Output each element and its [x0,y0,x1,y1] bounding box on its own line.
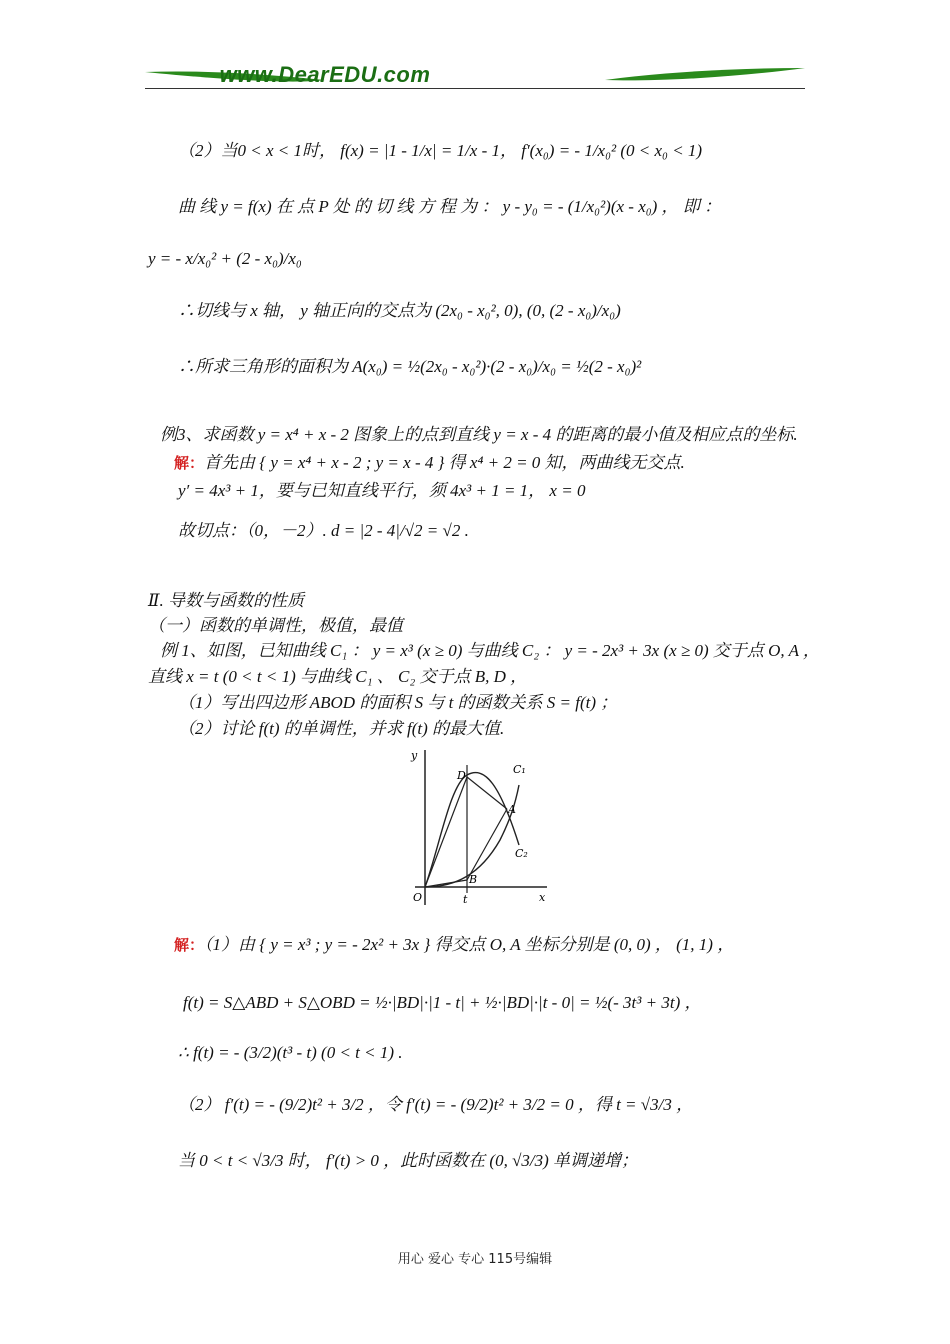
text-line [174,934,734,956]
line-content: （2）讨论 f(t) 的单调性，并求 f(t) 的最大值. [178,719,505,738]
line-content: 例 1、如图，已知曲线 C₁ ： y = x³ (x ≥ 0) 与曲线 C₂ ： y = - 2x³ + 3x (x ≥ 0) 交于点 O, A ， [160,641,820,660]
label-b: B [469,873,478,886]
header-rule [145,88,805,89]
segment-od [425,777,467,887]
label-x: x [539,891,546,904]
text-line [148,248,302,270]
line-content: （一）函数的单调性，极值，最值 [148,616,403,635]
line-content: 当 0 < t < √3/3 时， f′(t) > 0 ，此时函数在 (0, √3/3) 单调递增； [178,1151,639,1170]
text-line [178,1094,693,1116]
line-content: 例3、求函数 y = x⁴ + x - 2 图象上的点到直线 y = x - 4 的距离的最小值及相应点的坐标. [160,425,798,444]
text-line [160,640,820,662]
text-line [178,692,617,714]
line-content: 直线 x = t (0 < t < 1) 与曲线 C₁ 、 C₂ 交于点 B, D ， [148,667,528,686]
label-a: A [508,803,516,816]
text-line [148,666,527,688]
line-content: Ⅱ. 导数与函数的性质 [148,591,305,610]
text-line [178,1042,403,1064]
segment-da [467,777,507,809]
text-line [174,452,685,474]
site-name: www.DearEDU.com [219,62,431,87]
label-y: y [411,749,418,762]
figure-curves [395,745,555,913]
text-line [178,480,585,502]
line-content: （2） f′(t) = - (9/2)t² + 3/2 ，令 f′(t) = - (9/2)t² + 3/2 = 0 ，得 t = √3/3 ， [178,1095,694,1114]
text-line [178,1150,638,1172]
solution-label: 解： [174,454,205,472]
text-line [160,424,798,446]
label-c1: C₁ [513,763,526,776]
text-line [178,300,621,322]
line-content: 曲 线 y = f(x) 在 点 P 处 的 切 线 方 程 为 ： y - y₀ = - (1/x₀²)(x - x₀) ， 即 ： [178,197,722,216]
line-content: ∴所求三角形的面积为 A(x₀) = ½(2x₀ - x₀²)·(2 - x₀)/x₀ = ½(2 - x₀)² [178,357,642,376]
text-line [148,590,304,612]
line-content: （1）由 { y = x³ ; y = - 2x² + 3x } 得交点 O, A 坐标分别是 (0, 0) ， (1, 1) ， [204,935,735,954]
solution-label: 解： [174,936,205,954]
line-content: 故切点：（0，－2）. d = |2 - 4|/√2 = √2 . [178,521,469,540]
label-o: O [413,891,423,904]
text-line [178,520,469,542]
line-content: ∴切线与 x 轴， y 轴正向的交点为 (2x₀ - x₀², 0), (0, (2 - x₀)/x₀) [178,301,621,320]
text-line [183,992,701,1014]
segment-ob [425,880,467,887]
text-line [178,718,504,740]
line-content: （2）当0 < x < 1时， f(x) = |1 - 1/x| = 1/x - 1， f′(x₀) = - 1/x₀² (0 < x₀ < 1) [178,141,703,160]
text-line [148,615,403,637]
line-content: y′ = 4x³ + 1，要与已知直线平行，须 4x³ + 1 = 1， x = 0 [178,481,586,500]
page-footer: 用心 爱心 专心 115号编辑 [397,1252,553,1267]
text-line [178,140,702,162]
label-t: t [463,893,468,906]
line-content: 首先由 { y = x⁴ + x - 2 ; y = x - 4 } 得 x⁴ + 2 = 0 知，两曲线无交点. [204,453,685,472]
line-content: ∴ f(t) = - (3/2)(t³ - t) (0 < t < 1) . [178,1043,403,1062]
line-content: （1）写出四边形 ABOD 的面积 S 与 t 的函数关系 S = f(t) ； [178,693,618,712]
text-line [178,356,641,378]
line-content: f(t) = S△ABD + S△OBD = ½·|BD|·|1 - t| + ½·|BD|·|t - 0| = ½(- 3t³ + 3t) ， [183,993,702,1012]
label-d: D [457,769,466,782]
label-c2: C₂ [515,847,528,860]
segment-ba [467,809,507,880]
line-content: y = - x/x₀² + (2 - x₀)/x₀ [148,249,302,268]
text-line [178,196,721,218]
